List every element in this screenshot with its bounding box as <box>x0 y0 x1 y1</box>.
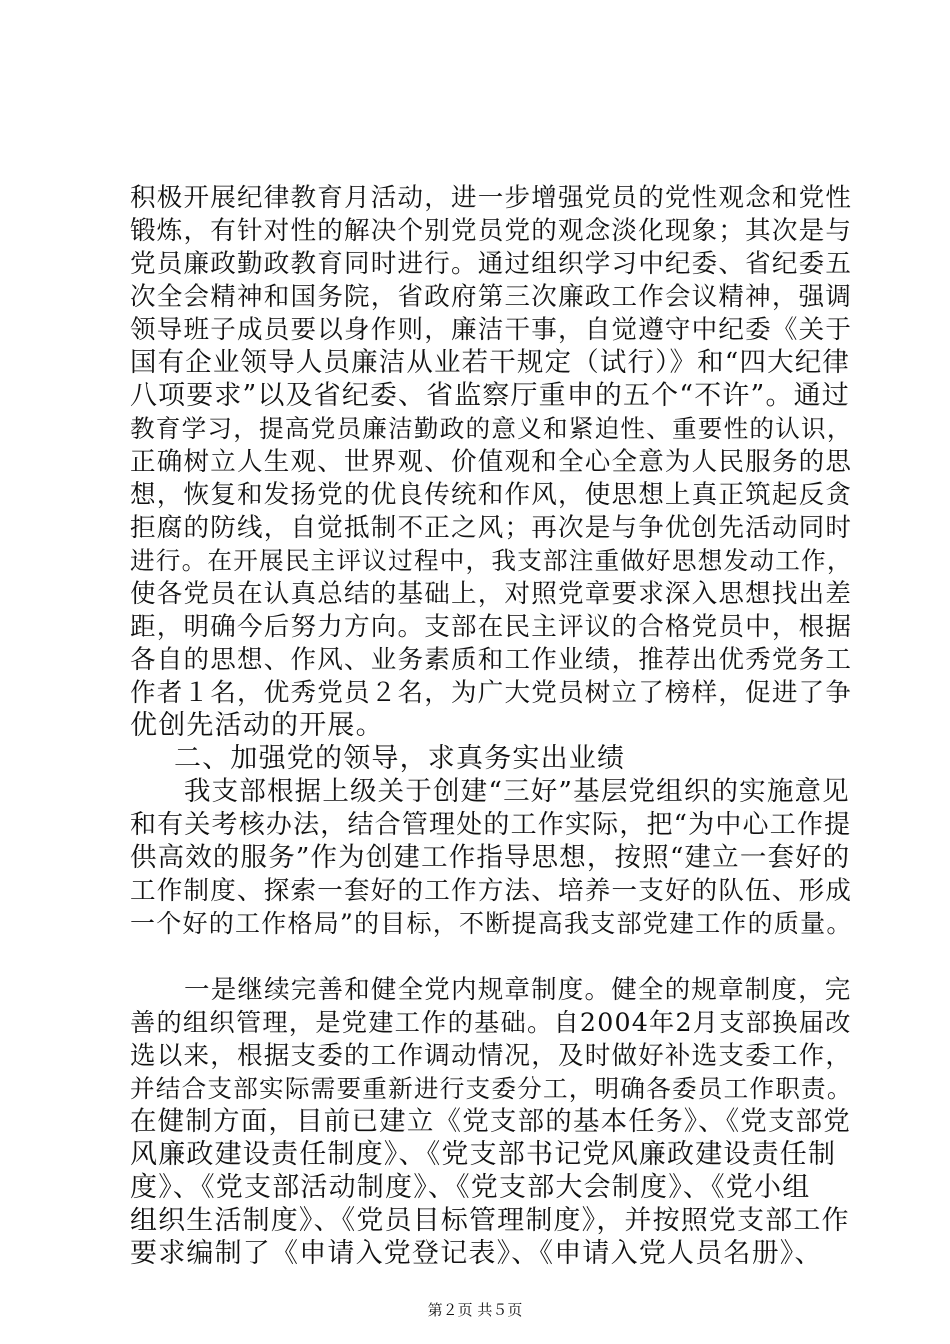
body-text-line: 领导班子成员要以身作则，廉洁干事，自觉遵守中纪委《关于 <box>130 315 853 345</box>
body-text-line: 要求编制了《申请入党登记表》、《申请入党人员名册》、 <box>130 1238 823 1269</box>
body-text-line: 党员廉政勤政教育同时进行。通过组织学习中纪委、省纪委五 <box>130 249 853 279</box>
body-text-line: 我支部根据上级关于创建“三好”基层党组织的实施意见 <box>184 776 850 807</box>
body-text-line: 选以来，根据支委的工作调动情况，及时做好补选支委工作， <box>130 1041 853 1071</box>
body-text-line: 工作制度、探索一套好的工作方法、培养一支好的队伍、形成 <box>130 876 853 906</box>
body-text-line: 拒腐的防线，自觉抵制不正之风；再次是与争优创先活动同时 <box>130 513 853 543</box>
body-text-line: 和有关考核办法，结合管理处的工作实际，把“为中心工作提 <box>130 810 852 840</box>
body-text-line: 次全会精神和国务院，省政府第三次廉政工作会议精神，强调 <box>130 282 853 312</box>
body-text-line: 并结合支部实际需要重新进行支委分工，明确各委员工作职责。 <box>130 1074 853 1103</box>
body-text-line: 锻炼，有针对性的解决个别党员党的观念淡化现象；其次是与 <box>130 216 853 246</box>
body-text-line: 教育学习，提高党员廉洁勤政的意义和紧迫性、重要性的认识， <box>130 414 853 443</box>
body-text-line: 一个好的工作格局”的目标，不断提高我支部党建工作的质量。 <box>130 909 853 938</box>
body-text-line: 国有企业领导人员廉洁从业若干规定（试行）》和“四大纪律 <box>130 347 851 378</box>
body-text-line: 组织生活制度》、《党员目标管理制度》，并按照党支部工作 <box>130 1205 850 1236</box>
page-footer: 第２页 共５页 <box>427 1301 523 1319</box>
body-text-line: 各自的思想、作风、业务素质和工作业绩，推荐出优秀党务工 <box>130 645 853 675</box>
body-text-line: 进行。在开展民主评议过程中，我支部注重做好思想发动工作， <box>130 546 853 575</box>
body-text-line: 距，明确今后努力方向。支部在民主评议的合格党员中，根据 <box>130 612 853 642</box>
body-text-line: 善的组织管理，是党建工作的基础。自2004年2月支部换届改 <box>130 1008 852 1037</box>
body-text-line: 正确树立人生观、世界观、价值观和全心全意为人民服务的思 <box>130 447 853 477</box>
body-text-line: 度》、《党支部活动制度》、《党支部大会制度》、《党小组 <box>130 1172 811 1203</box>
body-text-line: 供高效的服务”作为创建工作指导思想，按照“建立一套好的 <box>130 842 851 873</box>
body-text-line: 风廉政建设责任制度》、《党支部书记党风廉政建设责任制 <box>130 1139 837 1170</box>
body-text-line: 作者１名，优秀党员２名，为广大党员树立了榜样，促进了争 <box>130 678 853 708</box>
body-text-line: 八项要求”以及省纪委、省监察厅重申的五个“不许”。通过 <box>130 380 850 411</box>
body-text-line: 优创先活动的开展。 <box>130 710 384 741</box>
body-text-line: 在健制方面，目前已建立《党支部的基本任务》、《党支部党 <box>130 1106 851 1137</box>
body-text-line: 使各党员在认真总结的基础上，对照党章要求深入思想找出差 <box>130 579 853 609</box>
body-text-line: 想，恢复和发扬党的优良传统和作风，使思想上真正筑起反贪 <box>130 480 853 510</box>
body-text-line: 积极开展纪律教育月活动，进一步增强党员的党性观念和党性 <box>130 183 853 213</box>
section-heading: 二、加强党的领导，求真务实出业绩 <box>174 743 626 774</box>
body-text-line: 一是继续完善和健全党内规章制度。健全的规章制度，完 <box>184 975 852 1005</box>
